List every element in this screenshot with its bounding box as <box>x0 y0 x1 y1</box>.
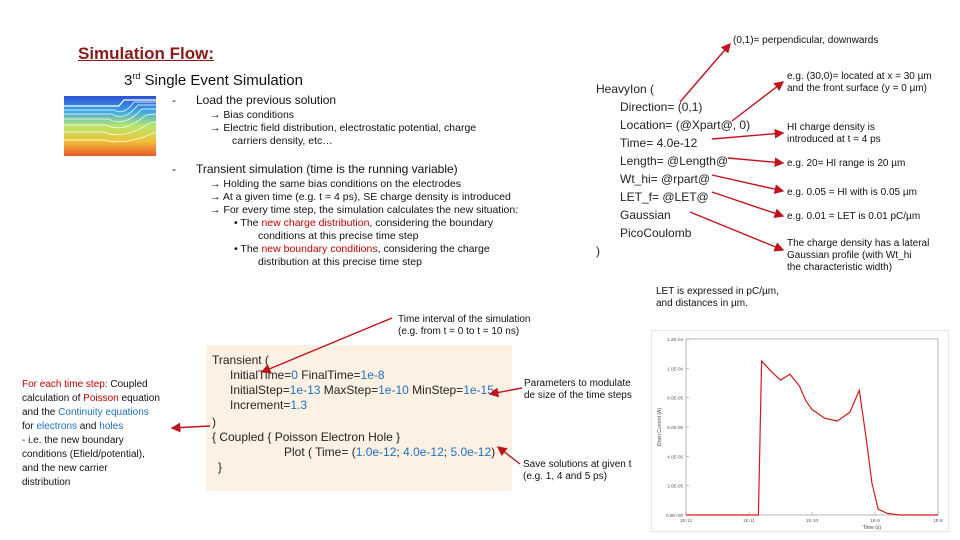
length-note: e.g. 20= HI range is 20 µm <box>787 158 906 169</box>
arrow-params <box>490 388 522 394</box>
arrow-coupled <box>172 426 210 428</box>
y-tick-label: 1.2E-04 <box>667 337 683 342</box>
arrow-direction <box>680 44 730 102</box>
interval-note: Time interval of the simulation (e.g. from t = 0 to t = 10 ns) <box>398 314 531 337</box>
left-note: For each time step: Coupled calculation of Poisson equation and the Continuity equations for electrons and holes - i.e. the new boundary conditions (Efield/potential), and the new carrier distribution <box>22 379 160 488</box>
arrow-right-icon: → <box>210 109 221 121</box>
heavyion-open: HeavyIon ( <box>596 82 655 96</box>
arrow-location <box>732 82 783 121</box>
transient-code: Transient ( InitialTime=0 FinalTime=1e-8 InitialStep=1e-13 MaxStep=1e-10 MinStep=1e-15 Increment=1.3 ) { Coupled { Poisson Electron Hole } Plot ( Time= (1.0e-12; 4.0e-12; 5.0e-12) } <box>212 353 496 474</box>
arrow-save <box>498 447 520 464</box>
y-tick-label: 1.0E-04 <box>667 366 683 372</box>
step1-dash: - <box>172 93 176 107</box>
step1-list: → Bias conditions → Electric field distribution, electrostatic potential, charge carriers density, etc… <box>210 109 477 147</box>
arrow-right-icon: → <box>210 178 221 190</box>
params-note: Parameters to modulate de size of the time steps <box>524 378 632 401</box>
wt-note: e.g. 0.05 = HI with is 0.05 µm <box>787 187 917 198</box>
heavyion-length: Length= @Length@ <box>620 154 729 168</box>
arrow-time <box>712 133 783 139</box>
y-tick-label: 4.0E-05 <box>667 454 683 460</box>
step1-label: Load the previous solution <box>196 93 337 107</box>
gaussian-note: The charge density has a lateral Gaussian profile (with Wt_hi the characteristic width) <box>787 238 930 273</box>
page-title: Simulation Flow: <box>78 44 214 63</box>
section-subtitle: 3rd Single Event Simulation <box>124 71 303 89</box>
units-note: LET is expressed in pC/µm, and distances in µm. <box>656 286 779 309</box>
arrow-wt <box>712 175 783 191</box>
arrow-let <box>712 192 783 216</box>
time-note: HI charge density is introduced at t = 4 ps <box>787 122 881 145</box>
arrow-interval <box>262 318 392 372</box>
bullet-icon: • <box>234 243 238 255</box>
x-tick-label: 1E-11 <box>743 518 755 523</box>
heavyion-wt: Wt_hi= @rpart@ <box>620 172 711 186</box>
x-tick-label: 1E-12 <box>679 518 693 523</box>
location-note: e.g. (30,0)= located at x = 30 µm and the front surface (y = 0 µm) <box>787 71 932 94</box>
heavyion-direction: Direction= (0,1) <box>620 100 703 114</box>
x-axis-label: Time (s) <box>862 525 882 531</box>
y-tick-label: 2.0E-05 <box>667 483 683 489</box>
arrow-right-icon: → <box>210 122 221 134</box>
step2-label: Transient simulation (time is the running variable) <box>196 162 458 176</box>
x-tick-label: 1E-8 <box>933 518 943 523</box>
heavyion-time: Time= 4.0e-12 <box>620 136 698 150</box>
arrow-length <box>728 158 783 163</box>
direction-note: (0,1)= perpendicular, downwards <box>733 35 879 46</box>
step2-list: → Holding the same bias conditions on the electrodes → At a given time (e.g. t = 4 ps), SE charge density is introduced → For every time step, the simulation calculates the new situation: • The new charge distribution, considering the boundary conditions at this precise time step • The new boundary conditions, considering the charge distribution at this precise time step <box>210 178 519 268</box>
arrow-gaussian <box>690 212 783 250</box>
y-tick-label: 8.0E-05 <box>667 395 683 401</box>
y-axis-label: Drain Current (A) <box>657 407 663 447</box>
heavyion-let: LET_f= @LET@ <box>620 190 709 204</box>
heavyion-gaussian: Gaussian <box>620 208 671 222</box>
arrow-right-icon: → <box>210 191 221 203</box>
heavyion-pico: PicoCoulomb <box>620 226 692 240</box>
step2-dash: - <box>172 162 176 176</box>
y-tick-label: 0.0E+00 <box>666 513 683 518</box>
y-tick-label: 6.0E-05 <box>667 425 683 430</box>
heavyion-location: Location= (@Xpart@, 0) <box>620 118 751 132</box>
x-tick-label: 1E-10 <box>805 518 819 523</box>
x-tick-label: 1E-9 <box>870 518 880 523</box>
let-note: e.g. 0.01 = LET is 0.01 pC/µm <box>787 211 921 222</box>
arrow-right-icon: → <box>210 204 221 216</box>
bullet-icon: • <box>234 217 238 229</box>
heavyion-close: ) <box>596 244 600 258</box>
save-note: Save solutions at given t (e.g. 1, 4 and 5 ps) <box>523 459 632 482</box>
